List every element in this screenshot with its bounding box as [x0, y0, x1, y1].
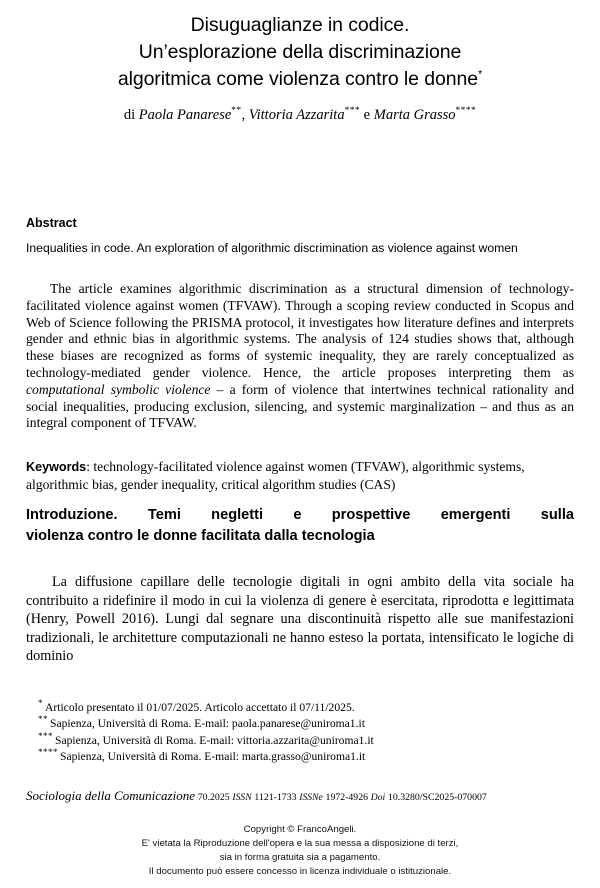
journal-citation	[26, 789, 578, 805]
copyright-footer	[0, 823, 600, 879]
keywords-text: technology-facilitated violence against women (TFVAW), algorithmic systems, algorithmic bias, gender inequality, critical algorithm studies (CAS)	[26, 459, 525, 492]
footnote-text: Sapienza, Università di Roma. E-mail: paola.panarese@uniroma1.it	[50, 717, 365, 731]
author-name-3: Marta Grasso	[373, 107, 456, 123]
doi-label: Doi	[370, 792, 386, 803]
author-byline	[26, 106, 574, 124]
section-heading-line-1: Introduzione. Temi negletti e prospettive emergenti sulla	[26, 507, 574, 523]
journal-issue: 70.2025	[197, 792, 230, 803]
copyright-line-4: Il documento può essere concesso in licenza individuale o istituzionale.	[148, 866, 452, 877]
intro-paragraph: La diffusione capillare delle tecnologie digitali in ogni ambito della vita sociale ha contribuito a ridefinire il modo in cui la violenza di genere è esercitata, riprodotta e legittimata (Henry, Powell 2016). Lungi dal segnare una discontinuità rispetto alle sue manifestazioni tradizionali, le architetture computazionali ne hanno esteso la portata, intensificato le logiche di dominio	[26, 574, 574, 665]
keywords-block	[26, 458, 574, 493]
abstract-body-part-2: – a form of violence that intertwines technical rationality and social inequalities, producing exclusion, silencing, and systemic marginalization – and thus as an integral component of TFVAW.	[26, 381, 575, 431]
page-title	[26, 12, 574, 93]
author-1-footnote-marker: **	[231, 106, 242, 117]
title-line-3	[26, 66, 574, 93]
copyright-line-3: sia in forma gratuita sia a pagamento.	[219, 852, 381, 863]
footnote-item	[38, 730, 574, 749]
issne-value: 1972-4926	[325, 792, 368, 803]
footnote-marker: ***	[38, 730, 53, 741]
abstract-body-part-1: The article examines algorithmic discrimination as a structural dimension of technology-facilitated violence against women (TFVAW). Through a scoping review conducted in Scopus and Web of Science following the PRISMA protocol, it investigates how literature defines and interprets gender and ethnic bias in algorithmic systems. The analysis of 124 studies shows that, although these biases are recognized as forms of systemic inequality, they are rarely conceptualized as technology-mediated gender violence. Hence, the article proposes interpreting them as	[26, 281, 574, 380]
title-line-1: Disuguaglianze in codice.	[190, 14, 410, 36]
footnote-marker: **	[38, 714, 48, 725]
footnote-item	[38, 700, 574, 716]
footnote-text: Sapienza, Università di Roma. E-mail: marta.grasso@uniroma1.it	[60, 749, 366, 763]
issn-value: 1121-1733	[254, 792, 297, 803]
footnote-item	[38, 716, 574, 732]
author-2-footnote-marker: ***	[344, 106, 361, 117]
copyright-line-2: E' vietata la Riproduzione dell'opera e la sua messa a disposizione di terzi,	[141, 838, 459, 849]
footnote-item	[38, 749, 574, 765]
journal-name: Sociologia della Comunicazione	[26, 788, 195, 803]
footnote-marker: ****	[38, 747, 58, 758]
doi-value: 10.3280/SC2025-070007	[387, 792, 487, 803]
issne-label: ISSNe	[299, 792, 323, 803]
byline-sep-2: e	[360, 107, 374, 123]
keywords-separator: :	[86, 459, 94, 474]
keywords-label: Keywords	[26, 460, 87, 474]
abstract-body-emphasis: computational symbolic violence	[26, 381, 211, 397]
footnotes-block	[38, 700, 574, 765]
author-3-footnote-marker: ****	[455, 106, 477, 117]
section-heading	[26, 505, 574, 547]
byline-prefix: di	[123, 107, 139, 123]
footnote-text: Articolo presentato il 01/07/2025. Articolo accettato il 07/11/2025.	[45, 701, 355, 714]
title-footnote-marker: *	[477, 68, 483, 81]
byline-sep-1: ,	[241, 107, 249, 123]
footnote-marker: *	[38, 698, 43, 709]
abstract-body	[26, 281, 574, 432]
issn-label: ISSN	[232, 792, 252, 803]
title-line-2: Un’esplorazione della discriminazione	[138, 41, 462, 63]
abstract-heading: Abstract	[26, 216, 77, 230]
author-name-2: Vittoria Azzarita	[248, 107, 345, 123]
copyright-line-1: Copyright © FrancoAngeli.	[243, 824, 357, 835]
footnote-text: Sapienza, Università di Roma. E-mail: vittoria.azzarita@uniroma1.it	[55, 733, 374, 747]
section-heading-line-2: violenza contro le donne facilitata dalla tecnologia	[26, 528, 375, 544]
abstract-subtitle: Inequalities in code. An exploration of algorithmic discrimination as violence against women	[26, 241, 518, 255]
title-line-3-text: algoritmica come violenza contro le donne	[117, 68, 478, 90]
author-name-1: Paola Panarese	[138, 107, 232, 123]
